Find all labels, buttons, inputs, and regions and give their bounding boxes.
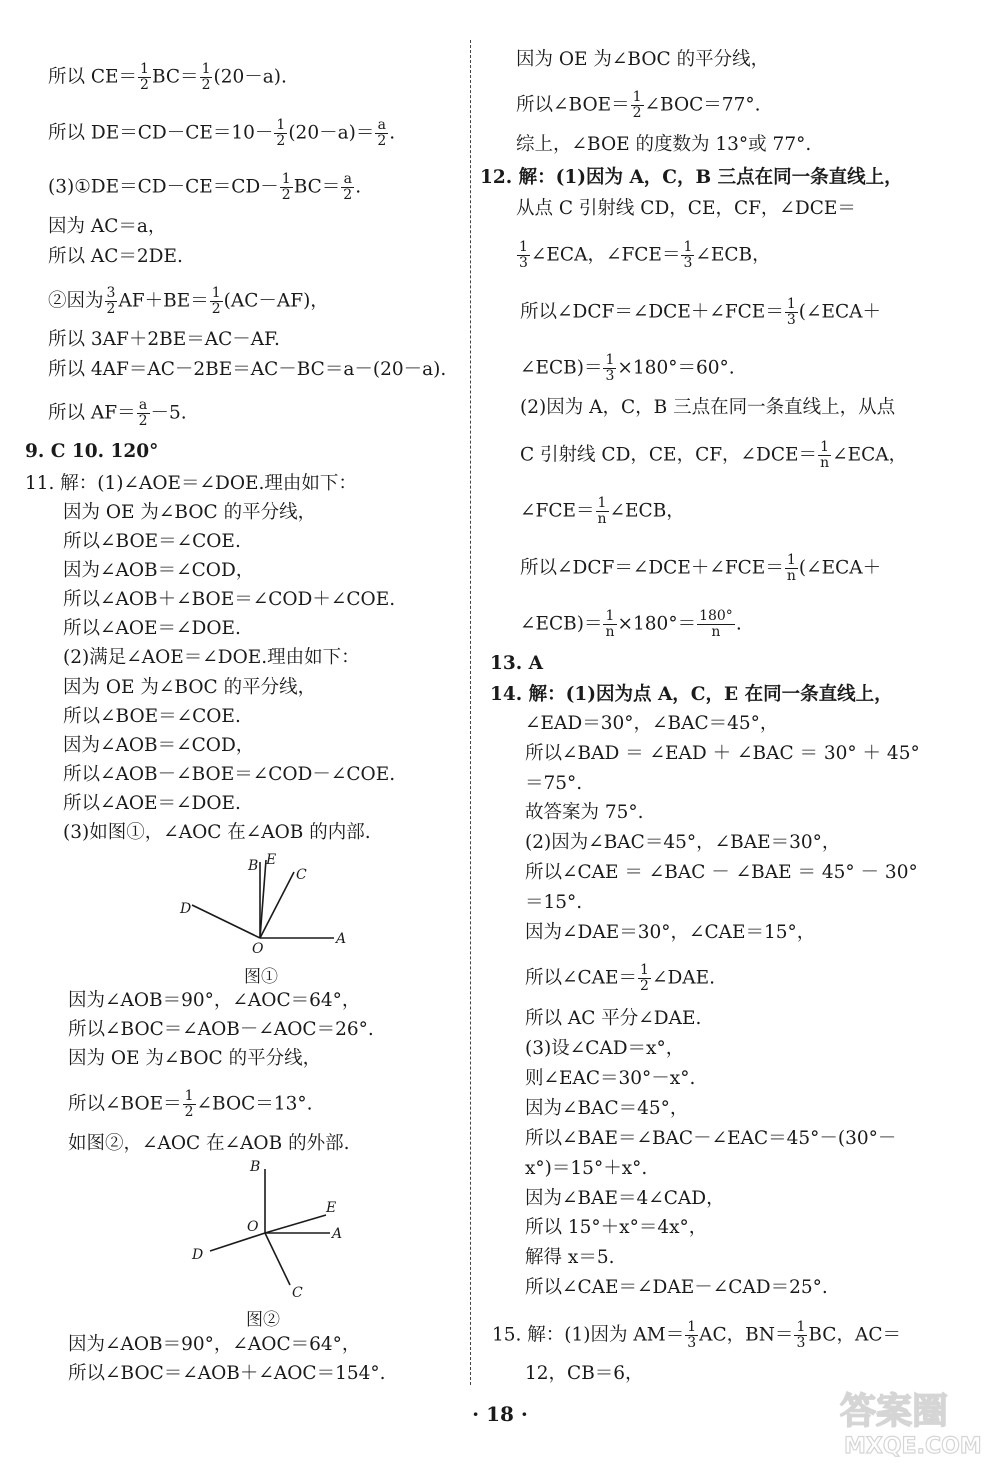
fraction: $\frac{1}{n}$	[597, 495, 607, 527]
line: ②因为 $\frac{3}{2}$ AF＋BE＝ $\frac{1}{2}$ (AC－AF)，	[48, 285, 329, 317]
line: 故答案为 75°.	[525, 802, 644, 823]
line: ＝15°.	[525, 892, 583, 913]
fraction: $\frac{a}{2}$	[138, 397, 148, 429]
svg-text:答案圈: 答案圈	[840, 1391, 949, 1432]
page-number: · 18 ·	[472, 1402, 528, 1426]
line: 所以∠BOE＝∠COE.	[63, 531, 241, 552]
line: 因为 OE 为∠BOC 的平分线，	[516, 49, 770, 70]
line: (2)因为 A，C，B 三点在同一条直线上，从点	[520, 397, 896, 418]
line: ∠ECB)＝ $\frac{1}{n}$ ×180°＝ $\frac{180^\circ}{n}$ .	[520, 608, 742, 640]
line: 所以∠BOE＝∠COE.	[63, 706, 241, 727]
line: 从点 C 引射线 CD，CE，CF，∠DCE＝	[516, 198, 856, 219]
label-a: A	[332, 1226, 343, 1242]
watermark-logo	[830, 1385, 995, 1460]
line: 所以∠BAD ＝ ∠EAD ＋ ∠BAC ＝ 30° ＋ 45°	[525, 743, 920, 764]
line: 因为∠DAE＝30°，∠CAE＝15°，	[525, 922, 816, 943]
line: 所以∠BOE＝ $\frac{1}{2}$ ∠BOC＝77°.	[516, 89, 761, 121]
label-e: E	[326, 1200, 337, 1216]
fraction: $\frac{1}{3}$	[687, 1319, 697, 1351]
line: 所以∠BAE＝∠BAC－∠EAC＝45°－(30°－	[525, 1128, 897, 1149]
fraction: $\frac{1}{2}$	[632, 89, 642, 121]
line: ∠FCE＝ $\frac{1}{n}$ ∠ECB，	[520, 495, 685, 527]
fraction: $\frac{180^\circ}{n}$	[699, 608, 733, 640]
label-d: D	[192, 1247, 204, 1263]
svg-text:MXQE.COM: MXQE.COM	[844, 1434, 982, 1459]
fraction: $\frac{a}{2}$	[343, 171, 353, 203]
line: 解得 x＝5.	[525, 1247, 615, 1268]
figure-2-caption: 图②	[246, 1310, 280, 1330]
fraction: $\frac{1}{n}$	[605, 608, 615, 640]
label-b: B	[248, 858, 259, 874]
label-b: B	[250, 1159, 261, 1175]
fraction: $\frac{1}{2}$	[184, 1088, 194, 1120]
line: (3)①DE＝CD－CE＝CD－ $\frac{1}{2}$ BC＝ $\frac{a}{2}$ .	[48, 171, 362, 203]
line: ∠EAD＝30°，∠BAC＝45°，	[525, 713, 779, 734]
line: 所以∠DCF＝∠DCE＋∠FCE＝ $\frac{1}{3}$ (∠ECA＋	[520, 296, 881, 328]
ray-od	[192, 905, 260, 938]
fraction: $\frac{1}{2}$	[211, 285, 221, 317]
figure-2-diagram	[180, 1155, 360, 1305]
question-12-head: 12. 解：(1)因为 A，C，B 三点在同一条直线上，	[480, 167, 903, 188]
label-o: O	[252, 941, 264, 957]
line: 所以 AF＝ $\frac{a}{2}$ －5.	[48, 397, 187, 429]
line: ∠ECB)＝ $\frac{1}{3}$ ×180°＝60°.	[520, 352, 735, 384]
fraction: $\frac{3}{2}$	[106, 285, 116, 317]
line: ＝75°.	[525, 773, 583, 794]
figure-1-caption: 图①	[244, 967, 278, 987]
line: (2)因为∠BAC＝45°，∠BAE＝30°，	[525, 832, 841, 853]
fraction: $\frac{1}{3}$	[796, 1319, 806, 1351]
line: 所以∠BOC＝∠AOB－∠AOC＝26°.	[68, 1019, 374, 1040]
ray-oe	[260, 860, 266, 938]
line: (3)如图①，∠AOC 在∠AOB 的内部.	[63, 822, 371, 843]
label-c: C	[296, 867, 307, 883]
label-e: E	[266, 852, 277, 868]
fraction: $\frac{1}{3}$	[605, 352, 615, 384]
line: 则∠EAC＝30°－x°.	[525, 1068, 696, 1089]
fraction: $\frac{1}{2}$	[281, 171, 291, 203]
question-11-head: 11. 解：(1)∠AOE＝∠DOE.理由如下：	[25, 473, 357, 494]
line: 因为∠AOB＝90°，∠AOC＝64°，	[68, 990, 361, 1011]
line: 因为 OE 为∠BOC 的平分线，	[68, 1048, 322, 1069]
line: 所以∠BOC＝∠AOB＋∠AOC＝154°.	[68, 1363, 386, 1384]
fraction: $\frac{1}{2}$	[276, 117, 286, 149]
line: 12，CB＝6，	[525, 1363, 644, 1384]
line: 因为 OE 为∠BOC 的平分线，	[63, 502, 317, 523]
line: C 引射线 CD，CE，CF，∠DCE＝ $\frac{1}{n}$ ∠ECA，	[520, 439, 908, 471]
column-divider	[470, 40, 471, 1385]
line: 所以∠AOB－∠BOE＝∠COD－∠COE.	[63, 764, 396, 785]
label-c: C	[292, 1285, 303, 1301]
label-d: D	[180, 901, 192, 917]
line: 所以∠AOB＋∠BOE＝∠COD＋∠COE.	[63, 589, 396, 610]
answer-line: 13. A	[490, 653, 543, 674]
line: 因为∠BAE＝4∠CAD，	[525, 1188, 725, 1209]
line: 所以 AC＝2DE.	[48, 246, 183, 267]
line: 因为 OE 为∠BOC 的平分线，	[63, 677, 317, 698]
fraction: $\frac{1}{2}$	[140, 61, 149, 93]
label-a: A	[336, 931, 347, 947]
line: 所以∠BOE＝ $\frac{1}{2}$ ∠BOC＝13°.	[68, 1088, 313, 1120]
line: 综上，∠BOE 的度数为 13°或 77°.	[516, 134, 812, 155]
line: $\frac{1}{3}$ ∠ECA，∠FCE＝ $\frac{1}{3}$ ∠ECB，	[519, 239, 771, 271]
line: 所以∠CAE ＝ ∠BAC － ∠BAE ＝ 45° － 30°	[525, 862, 918, 883]
line: (2)满足∠AOE＝∠DOE.理由如下：	[63, 647, 360, 668]
label-o: O	[247, 1219, 259, 1235]
fraction: $\frac{a}{2}$	[377, 117, 387, 149]
line: 因为∠AOB＝∠COD，	[63, 735, 255, 756]
fraction: $\frac{1}{3}$	[519, 239, 528, 271]
fraction: $\frac{1}{n}$	[820, 439, 830, 471]
line: 所以∠AOE＝∠DOE.	[63, 793, 241, 814]
line: 所以 DE＝CD－CE＝10－ $\frac{1}{2}$ (20－a)＝ $\frac{a}{2}$ .	[48, 117, 396, 149]
line: 所以∠DCF＝∠DCE＋∠FCE＝ $\frac{1}{n}$ (∠ECA＋	[520, 552, 882, 584]
line: 因为∠BAC＝45°，	[525, 1098, 689, 1119]
fraction: $\frac{1}{3}$	[683, 239, 693, 271]
line: x°)＝15°＋x°.	[525, 1158, 648, 1179]
answer-line: 9. C 10. 120°	[25, 441, 159, 462]
fraction: $\frac{1}{3}$	[786, 296, 796, 328]
line: 所以 CE＝ $\frac{1}{2}$ BC＝ $\frac{1}{2}$ (20－a).	[48, 61, 287, 93]
ray-oc	[265, 1233, 290, 1285]
line: 所以∠CAE＝∠DAE－∠CAD＝25°.	[525, 1277, 828, 1298]
fraction: $\frac{1}{2}$	[640, 962, 649, 994]
fraction: $\frac{1}{n}$	[786, 552, 796, 584]
line: 所以 AC 平分∠DAE.	[525, 1008, 702, 1029]
line: 所以∠AOE＝∠DOE.	[63, 618, 241, 639]
line: (3)设∠CAD＝x°，	[525, 1038, 685, 1059]
line: 所以 15°＋x°＝4x°，	[525, 1217, 708, 1238]
question-15-head: 15. 解：(1)因为 AM＝ $\frac{1}{3}$ AC，BN＝ $\frac{1}{3}$ BC，AC＝	[492, 1319, 901, 1351]
question-14-head: 14. 解：(1)因为点 A，C，E 在同一条直线上，	[490, 684, 893, 705]
line: 所以 3AF＋2BE＝AC－AF.	[48, 329, 280, 350]
line: 所以 4AF＝AC－2BE＝AC－BC＝a－(20－a).	[48, 359, 447, 380]
fraction: $\frac{1}{2}$	[201, 61, 211, 93]
line: 因为∠AOB＝90°，∠AOC＝64°，	[68, 1334, 361, 1355]
line: 因为 AC＝a，	[48, 216, 167, 237]
ray-od	[210, 1233, 265, 1251]
figure-1-diagram	[170, 850, 360, 960]
line: 所以∠CAE＝ $\frac{1}{2}$ ∠DAE.	[525, 962, 716, 994]
ray-oe	[265, 1215, 326, 1233]
line: 如图②，∠AOC 在∠AOB 的外部.	[68, 1133, 350, 1154]
line: 因为∠AOB＝∠COD，	[63, 560, 255, 581]
